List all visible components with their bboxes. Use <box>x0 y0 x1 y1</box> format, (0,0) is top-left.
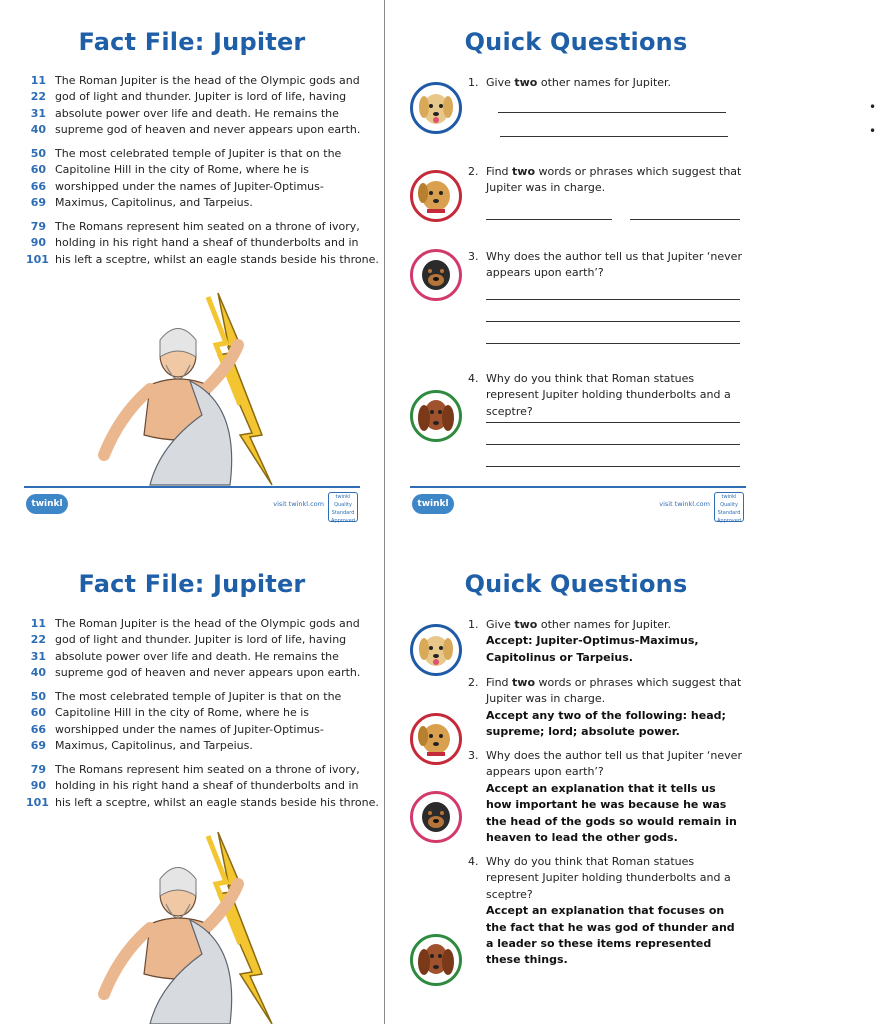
line-number: 50 <box>30 690 46 703</box>
golden-retriever-avatar-icon <box>410 82 462 134</box>
visit-link[interactable]: visit twinkl.com <box>659 500 710 508</box>
answer-text: Accept: Jupiter-Optimus-Maximus, Capitolinus or Tarpeius. <box>486 634 699 664</box>
answer-line[interactable] <box>486 422 740 423</box>
line-number: 40 <box>30 666 46 680</box>
answer-line[interactable] <box>498 112 726 113</box>
line-number: 66 <box>30 722 46 736</box>
answer-line[interactable] <box>486 444 740 445</box>
line-number: 40 <box>30 123 46 137</box>
labrador-avatar-icon <box>410 170 462 222</box>
line-number: 69 <box>30 196 46 210</box>
line-number: 101 <box>26 795 49 809</box>
answer-text: Accept an explanation that focuses on the fact that he was god of thunder and a leader so these items represented these things. <box>486 904 735 967</box>
fact-file-title: Fact File: Jupiter <box>78 570 306 598</box>
jupiter-illustration-icon <box>90 285 310 485</box>
text-line: Maximus, Capitolinus, and Tarpeius. <box>55 739 253 753</box>
line-number: 101 <box>26 252 49 266</box>
question-number: 4. <box>468 372 479 385</box>
bullet: • <box>869 100 876 114</box>
question-text: Why does the author tell us that Jupiter ‘never appears upon earth’? Accept an explanation that it tells us how important he was because he was the head of the gods so would remain in heaven to lead the other gods. <box>486 749 742 845</box>
answer-line[interactable] <box>630 219 740 220</box>
answer-text: Accept any two of the following: head; supreme; lord; absolute power. <box>486 708 726 739</box>
text-line: worshipped under the names of Jupiter-Optimus- <box>55 722 324 736</box>
question-number: 1. <box>468 76 479 89</box>
text-line: Maximus, Capitolinus, and Tarpeius. <box>55 196 253 210</box>
text-line: absolute power over life and death. He remains the <box>55 106 339 120</box>
twinkl-logo[interactable]: twinkl <box>26 494 68 514</box>
answer-line[interactable] <box>486 299 740 300</box>
line-number: 11 <box>30 617 46 630</box>
text-line: worshipped under the names of Jupiter-Optimus- <box>55 179 324 193</box>
question-number: 3. <box>468 749 479 762</box>
paragraph-3 <box>26 762 379 811</box>
text-line: supreme god of heaven and never appears upon earth. <box>55 123 361 137</box>
line-number: 31 <box>30 649 46 663</box>
text-line: The Roman Jupiter is the head of the Olympic gods and <box>55 617 360 630</box>
footer <box>410 486 746 526</box>
answer-text: Accept an explanation that it tells us how important he was because he was the head of the gods so would remain in heaven to lead the other gods. <box>486 781 737 845</box>
bloodhound-avatar-icon <box>410 390 462 442</box>
paragraph-2 <box>26 146 371 212</box>
line-number: 22 <box>30 633 46 647</box>
quality-badge: twinkl Quality Standard Approved <box>714 492 744 522</box>
quick-questions-panel <box>384 0 876 524</box>
line-number: 60 <box>30 163 46 177</box>
text-line: his left a sceptre, whilst an eagle stands beside his throne. <box>55 795 379 809</box>
rottweiler-avatar-icon <box>410 249 462 301</box>
text-line: The most celebrated temple of Jupiter is that on the <box>55 690 342 703</box>
visit-link[interactable]: visit twinkl.com <box>273 500 324 508</box>
line-number: 69 <box>30 739 46 753</box>
question-text: Give two other names for Jupiter. <box>486 76 672 89</box>
line-number: 31 <box>30 106 46 120</box>
fact-file-title: Fact File: Jupiter <box>78 28 306 56</box>
jupiter-illustration-icon <box>90 824 310 1024</box>
question-text: Why does the author tell us that Jupiter ‘never appears upon earth’? <box>486 250 742 280</box>
text-line: Capitoline Hill in the city of Rome, where he is <box>55 163 310 177</box>
bullet: • <box>869 124 876 138</box>
text-line: The most celebrated temple of Jupiter is that on the <box>55 147 342 160</box>
golden-retriever-avatar-icon <box>410 624 462 676</box>
paragraph-2 <box>26 689 371 755</box>
answer-line[interactable] <box>486 343 740 344</box>
text-line: holding in his right hand a sheaf of thunderbolts and in <box>55 236 359 250</box>
text-line: god of light and thunder. Jupiter is lord of life, having <box>55 90 347 104</box>
answer-page <box>0 542 768 1024</box>
line-number: 66 <box>30 179 46 193</box>
question-text: Why do you think that Roman statues represent Jupiter holding thunderbolts and a sceptre? Accept an explanation that focuses on the fact that he was god of thunder and a leader so these items represented these things. <box>486 855 735 967</box>
paragraph-1 <box>26 73 371 139</box>
paragraph-1 <box>26 616 371 682</box>
fact-file-panel <box>0 542 384 1024</box>
labrador-avatar-icon <box>410 713 462 765</box>
footer <box>24 486 360 526</box>
question-number: 2. <box>468 165 479 178</box>
text-line: god of light and thunder. Jupiter is lord of life, having <box>55 633 347 647</box>
line-number: 90 <box>30 236 46 250</box>
question-number: 4. <box>468 855 479 868</box>
line-number: 50 <box>30 147 46 160</box>
answer-line[interactable] <box>500 136 728 137</box>
line-number: 11 <box>30 74 46 87</box>
line-number: 79 <box>30 763 46 776</box>
text-line: Capitoline Hill in the city of Rome, where he is <box>55 706 310 720</box>
rottweiler-avatar-icon <box>410 791 462 843</box>
bloodhound-avatar-icon <box>410 934 462 986</box>
line-number: 79 <box>30 220 46 233</box>
line-number: 60 <box>30 706 46 720</box>
answer-line[interactable] <box>486 321 740 322</box>
question-number: 3. <box>468 250 479 263</box>
twinkl-logo[interactable]: twinkl <box>412 494 454 514</box>
question-text: Give two other names for Jupiter. Accept: Jupiter-Optimus-Maximus, Capitolinus or Tarpeius. <box>486 618 699 664</box>
quick-questions-title: Quick Questions <box>464 28 688 56</box>
question-text: Find two words or phrases which suggest that Jupiter was in charge. Accept any two of the following: head; supreme; lord; absolute power. <box>486 676 742 739</box>
question-number: 1. <box>468 618 479 631</box>
text-line: supreme god of heaven and never appears upon earth. <box>55 666 361 680</box>
text-line: The Romans represent him seated on a throne of ivory, <box>55 220 360 233</box>
text-line: absolute power over life and death. He remains the <box>55 649 339 663</box>
answers-panel <box>384 542 768 1024</box>
line-number: 22 <box>30 90 46 104</box>
text-line: his left a sceptre, whilst an eagle stands beside his throne. <box>55 252 379 266</box>
line-number: 90 <box>30 779 46 793</box>
text-line: The Roman Jupiter is the head of the Olympic gods and <box>55 74 360 87</box>
footer-rule <box>24 486 360 488</box>
answer-line[interactable] <box>486 219 612 220</box>
fact-file-panel <box>0 0 384 524</box>
paragraph-3 <box>26 219 379 268</box>
footer-rule <box>410 486 746 488</box>
quality-badge: twinkl Quality Standard Approved <box>328 492 358 522</box>
text-line: The Romans represent him seated on a throne of ivory, <box>55 763 360 776</box>
quick-questions-title: Quick Questions <box>464 570 688 598</box>
question-text: Find two words or phrases which suggest that Jupiter was in charge. <box>486 165 742 195</box>
answer-line[interactable] <box>486 466 740 467</box>
question-text: Why do you think that Roman statues represent Jupiter holding thunderbolts and a sceptre? <box>486 372 731 418</box>
text-line: holding in his right hand a sheaf of thunderbolts and in <box>55 779 359 793</box>
question-number: 2. <box>468 676 479 689</box>
